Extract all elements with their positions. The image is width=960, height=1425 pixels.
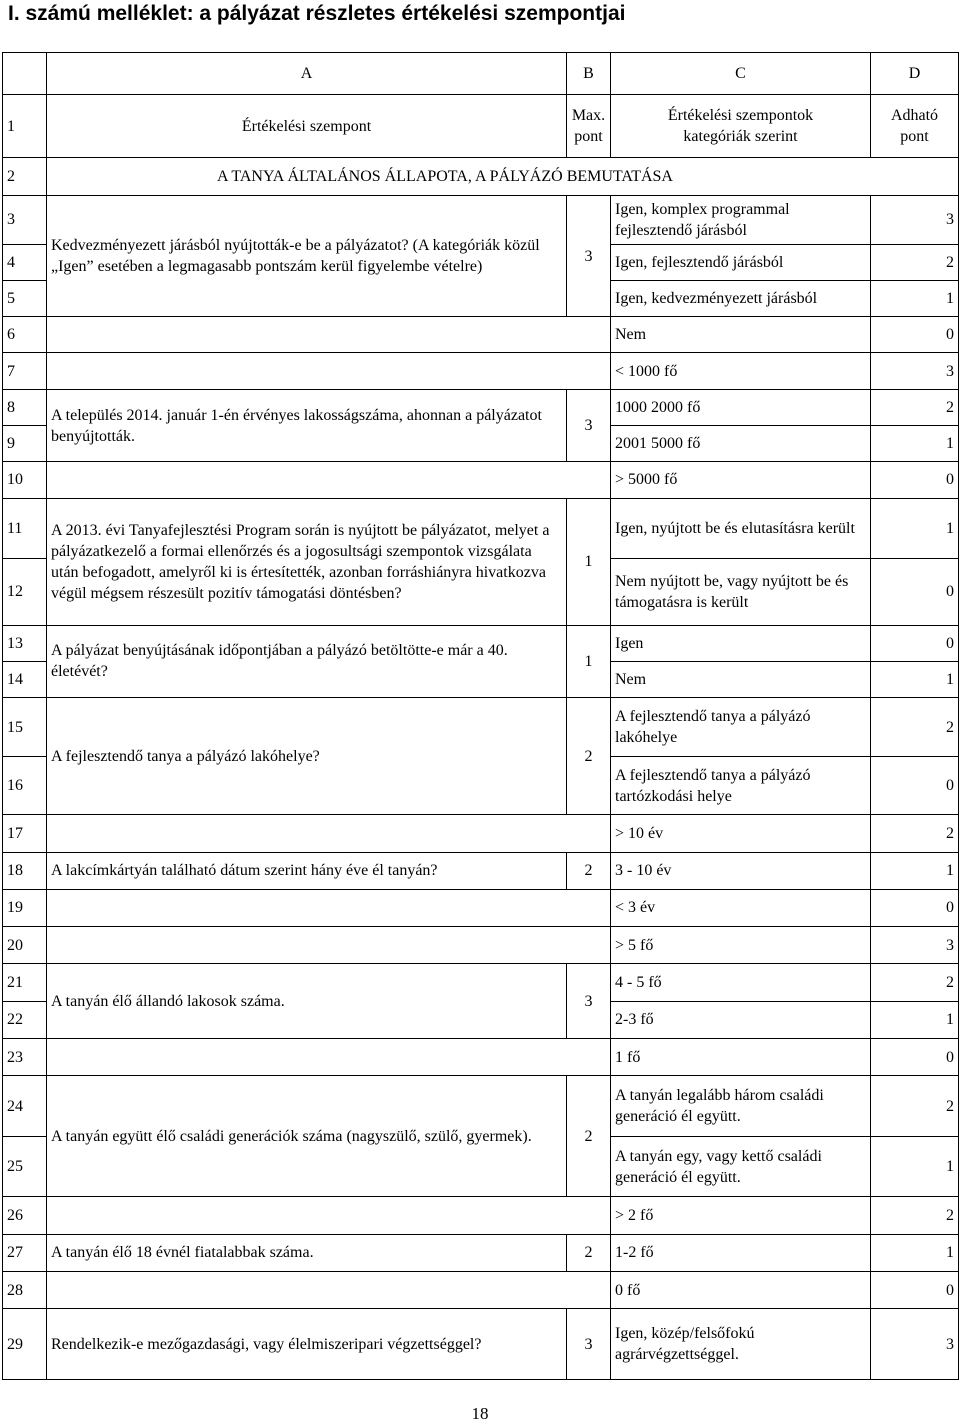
category-points: 2 bbox=[871, 389, 959, 425]
category-points: 3 bbox=[871, 353, 959, 389]
category-points: 1 bbox=[871, 661, 959, 697]
col-letter-d: D bbox=[871, 53, 959, 95]
category-points: 1 bbox=[871, 852, 959, 889]
category-label: 2-3 fő bbox=[611, 1001, 871, 1038]
page-title: I. számú melléklet: a pályázat részletes értékelési szempontjai bbox=[8, 2, 626, 25]
criterion-row bbox=[3, 964, 959, 1001]
evaluation-table bbox=[2, 52, 959, 1380]
category-label: Igen, közép/felsőfokú agrárvégzettséggel. bbox=[611, 1309, 871, 1380]
criterion-row bbox=[3, 852, 959, 889]
criterion-text: A fejlesztendő tanya a pályázó lakóhelye? bbox=[47, 698, 567, 815]
criterion-row bbox=[3, 815, 959, 852]
category-points: 3 bbox=[871, 196, 959, 244]
empty-cell bbox=[47, 353, 611, 389]
category-points: 2 bbox=[871, 698, 959, 756]
category-points: 1 bbox=[871, 1234, 959, 1271]
category-points: 3 bbox=[871, 1309, 959, 1380]
row-number: 17 bbox=[3, 815, 47, 852]
criterion-row bbox=[3, 1076, 959, 1137]
criterion-row bbox=[3, 353, 959, 389]
category-label: A tanyán egy, vagy kettő családi generáció él együtt. bbox=[611, 1136, 871, 1197]
criterion-row bbox=[3, 498, 959, 559]
criterion-row bbox=[3, 1271, 959, 1308]
criterion-row bbox=[3, 317, 959, 353]
col-letter-a: A bbox=[47, 53, 567, 95]
empty-cell bbox=[47, 1271, 611, 1308]
max-points: 1 bbox=[567, 498, 611, 625]
max-label: Max. bbox=[571, 107, 606, 125]
criterion-row bbox=[3, 927, 959, 964]
category-label: > 5000 fő bbox=[611, 462, 871, 498]
row-number: 7 bbox=[3, 353, 47, 389]
col-title-points bbox=[871, 95, 959, 158]
row-number: 28 bbox=[3, 1271, 47, 1308]
row-number: 14 bbox=[3, 661, 47, 697]
row-number: 20 bbox=[3, 927, 47, 964]
row-number: 9 bbox=[3, 426, 47, 462]
row-number: 23 bbox=[3, 1039, 47, 1076]
category-points: 2 bbox=[871, 815, 959, 852]
max-points: 3 bbox=[567, 964, 611, 1039]
row-number: 29 bbox=[3, 1309, 47, 1380]
col-letter-c: C bbox=[611, 53, 871, 95]
category-label: 1 fő bbox=[611, 1039, 871, 1076]
criterion-text: Kedvezményezett járásból nyújtották-e be a pályázatot? (A kategóriák közül „Igen” esetében a legmagasabb pontszám kerül figyelembe vételre) bbox=[47, 196, 567, 317]
category-points: 2 bbox=[871, 964, 959, 1001]
col-title-criterion: Értékelési szempont bbox=[47, 95, 567, 158]
category-label: Nem bbox=[611, 317, 871, 353]
category-label: < 1000 fő bbox=[611, 353, 871, 389]
row-number: 10 bbox=[3, 462, 47, 498]
empty-cell bbox=[47, 1197, 611, 1234]
points-line2: pont bbox=[900, 128, 929, 146]
row-number: 13 bbox=[3, 625, 47, 661]
category-points: 0 bbox=[871, 559, 959, 626]
criterion-text: A 2013. évi Tanyafejlesztési Program során is nyújtott be pályázatot, melyet a pályázatkezelő a formai ellenőrzés és a jogosultsági szempontok vizsgálata után befogadott, amelyről ki is értesítették, azonban forráshiányra hivatkozva végül mégsem részesült pozitív támogatási döntésben? bbox=[47, 498, 567, 625]
criterion-row bbox=[3, 462, 959, 498]
column-letter-row bbox=[3, 53, 959, 95]
row-number: 1 bbox=[3, 95, 47, 158]
criterion-row bbox=[3, 698, 959, 756]
empty-cell bbox=[47, 889, 611, 926]
category-points: 0 bbox=[871, 1271, 959, 1308]
criterion-text: Rendelkezik-e mezőgazdasági, vagy élelmiszeripari végzettséggel? bbox=[47, 1309, 567, 1380]
max-points: 3 bbox=[567, 1309, 611, 1380]
point-label: pont bbox=[574, 128, 603, 146]
row-number: 19 bbox=[3, 889, 47, 926]
category-points: 2 bbox=[871, 1197, 959, 1234]
criterion-row bbox=[3, 625, 959, 661]
category-label: A fejlesztendő tanya a pályázó lakóhelye bbox=[611, 698, 871, 756]
empty-cell bbox=[47, 927, 611, 964]
page-number: 18 bbox=[471, 1404, 489, 1423]
empty-cell bbox=[47, 1039, 611, 1076]
category-points: 0 bbox=[871, 462, 959, 498]
corner-cell bbox=[3, 53, 47, 95]
category-points: 3 bbox=[871, 927, 959, 964]
category-label: > 2 fő bbox=[611, 1197, 871, 1234]
col-letter-b: B bbox=[567, 53, 611, 95]
category-label: Igen, kedvezményezett járásból bbox=[611, 280, 871, 316]
category-points: 1 bbox=[871, 1136, 959, 1197]
category-points: 1 bbox=[871, 1001, 959, 1038]
category-points: 1 bbox=[871, 426, 959, 462]
category-label: > 10 év bbox=[611, 815, 871, 852]
criterion-text: A tanyán élő 18 évnél fiatalabbak száma. bbox=[47, 1234, 567, 1271]
criterion-row bbox=[3, 889, 959, 926]
row-number: 11 bbox=[3, 498, 47, 559]
max-points: 3 bbox=[567, 196, 611, 317]
max-points: 1 bbox=[567, 625, 611, 698]
section-title: A TANYA ÁLTALÁNOS ÁLLAPOTA, A PÁLYÁZÓ BEMUTATÁSA bbox=[47, 157, 959, 195]
section-row bbox=[3, 157, 959, 195]
category-label: 4 - 5 fő bbox=[611, 964, 871, 1001]
category-label: A tanyán legalább három családi generáció él együtt. bbox=[611, 1076, 871, 1137]
criterion-text: A tanyán élő állandó lakosok száma. bbox=[47, 964, 567, 1039]
criterion-row bbox=[3, 389, 959, 425]
category-label: 1-2 fő bbox=[611, 1234, 871, 1271]
category-points: 0 bbox=[871, 625, 959, 661]
category-points: 0 bbox=[871, 317, 959, 353]
category-points: 2 bbox=[871, 244, 959, 280]
row-number: 21 bbox=[3, 964, 47, 1001]
category-points: 0 bbox=[871, 756, 959, 814]
category-label: Nem nyújtott be, vagy nyújtott be és támogatásra is került bbox=[611, 559, 871, 626]
criterion-row bbox=[3, 1039, 959, 1076]
empty-cell bbox=[47, 317, 611, 353]
empty-cell bbox=[47, 815, 611, 852]
category-label: > 5 fő bbox=[611, 927, 871, 964]
category-label: Igen bbox=[611, 625, 871, 661]
row-number: 18 bbox=[3, 852, 47, 889]
category-label: 2001 5000 fő bbox=[611, 426, 871, 462]
criterion-text: A település 2014. január 1-én érvényes lakosságszáma, ahonnan a pályázatot benyújtották. bbox=[47, 389, 567, 462]
max-points: 2 bbox=[567, 1234, 611, 1271]
category-label: 1000 2000 fő bbox=[611, 389, 871, 425]
criterion-text: A tanyán együtt élő családi generációk száma (nagyszülő, szülő, gyermek). bbox=[47, 1076, 567, 1197]
row-number: 4 bbox=[3, 244, 47, 280]
column-title-row bbox=[3, 95, 959, 158]
row-number: 24 bbox=[3, 1076, 47, 1137]
col-title-max bbox=[567, 95, 611, 158]
points-line1: Adható bbox=[890, 107, 939, 125]
categories-line2: kategóriák szerint bbox=[683, 128, 798, 146]
row-number: 25 bbox=[3, 1136, 47, 1197]
categories-line1: Értékelési szempontok bbox=[667, 107, 814, 125]
max-points: 3 bbox=[567, 389, 611, 462]
row-number: 6 bbox=[3, 317, 47, 353]
criterion-row bbox=[3, 1234, 959, 1271]
category-points: 0 bbox=[871, 889, 959, 926]
category-label: < 3 év bbox=[611, 889, 871, 926]
row-number: 15 bbox=[3, 698, 47, 756]
criterion-row bbox=[3, 1197, 959, 1234]
category-points: 0 bbox=[871, 1039, 959, 1076]
row-number: 27 bbox=[3, 1234, 47, 1271]
category-label: A fejlesztendő tanya a pályázó tartózkodási helye bbox=[611, 756, 871, 814]
row-number: 22 bbox=[3, 1001, 47, 1038]
criterion-row bbox=[3, 1309, 959, 1380]
category-label: 0 fő bbox=[611, 1271, 871, 1308]
category-label: Igen, komplex programmal fejlesztendő járásból bbox=[611, 196, 871, 244]
criterion-row bbox=[3, 196, 959, 244]
category-points: 1 bbox=[871, 280, 959, 316]
row-number: 16 bbox=[3, 756, 47, 814]
category-label: 3 - 10 év bbox=[611, 852, 871, 889]
col-title-categories bbox=[611, 95, 871, 158]
row-number: 5 bbox=[3, 280, 47, 316]
row-number: 26 bbox=[3, 1197, 47, 1234]
empty-cell bbox=[47, 462, 611, 498]
category-points: 1 bbox=[871, 498, 959, 559]
category-label: Igen, fejlesztendő járásból bbox=[611, 244, 871, 280]
row-number: 3 bbox=[3, 196, 47, 244]
max-points: 2 bbox=[567, 1076, 611, 1197]
category-label: Nem bbox=[611, 661, 871, 697]
row-number: 12 bbox=[3, 559, 47, 626]
criterion-text: A lakcímkártyán található dátum szerint hány éve él tanyán? bbox=[47, 852, 567, 889]
criterion-text: A pályázat benyújtásának időpontjában a pályázó betöltötte-e már a 40. életévét? bbox=[47, 625, 567, 698]
row-number: 2 bbox=[3, 157, 47, 195]
category-points: 2 bbox=[871, 1076, 959, 1137]
max-points: 2 bbox=[567, 852, 611, 889]
category-label: Igen, nyújtott be és elutasításra került bbox=[611, 498, 871, 559]
max-points: 2 bbox=[567, 698, 611, 815]
row-number: 8 bbox=[3, 389, 47, 425]
